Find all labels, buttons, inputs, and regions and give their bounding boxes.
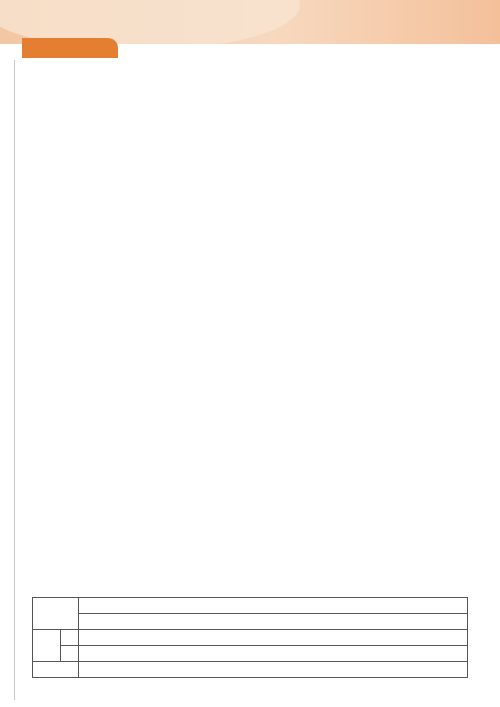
next-prayer-label — [33, 662, 79, 678]
table-row — [33, 614, 468, 630]
guide-label — [33, 598, 79, 630]
offering-month — [61, 646, 79, 662]
guide-row-2 — [79, 614, 468, 630]
ushers-table — [32, 597, 468, 678]
next-prayer-text — [79, 662, 468, 678]
service-tag — [22, 38, 118, 58]
offering-row-2 — [79, 646, 468, 662]
left-divider — [14, 60, 15, 700]
offering-label — [33, 630, 61, 662]
offering-row-1 — [79, 630, 468, 646]
table-row — [33, 630, 468, 646]
table-row — [33, 662, 468, 678]
table-row — [33, 598, 468, 614]
table-row — [33, 646, 468, 662]
guide-row-1 — [79, 598, 468, 614]
offering-month — [61, 630, 79, 646]
